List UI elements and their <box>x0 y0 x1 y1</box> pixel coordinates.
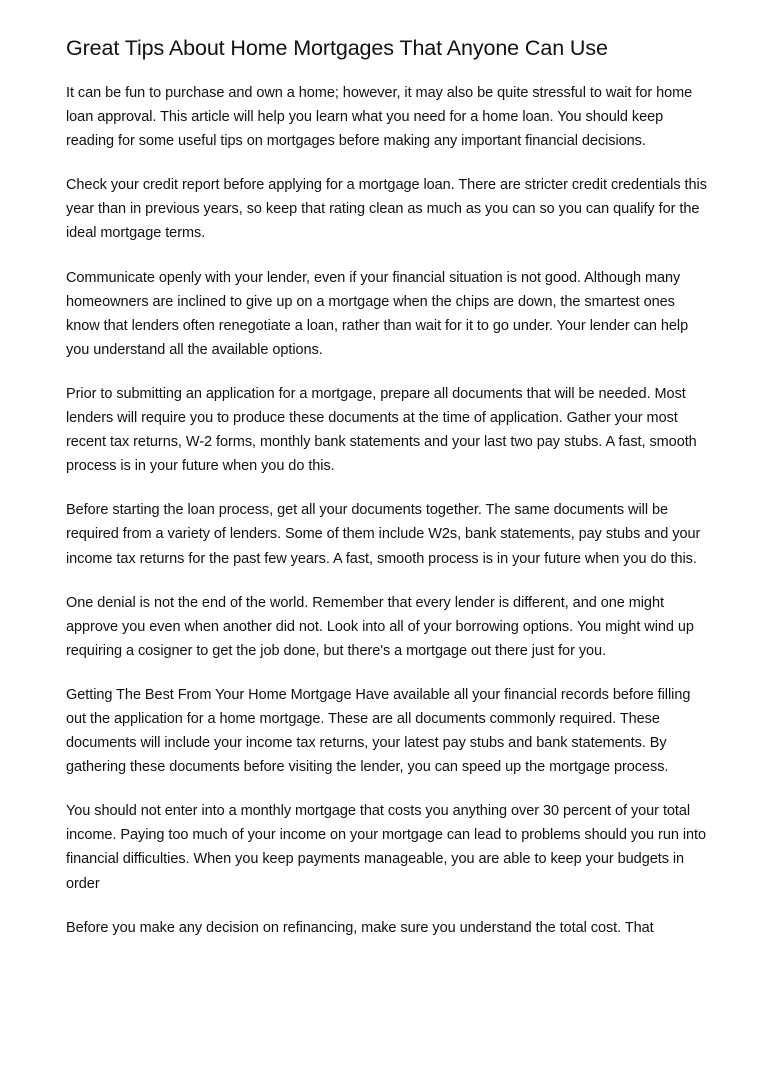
paragraph-prepare-documents: Prior to submitting an application for a mortgage, prepare all documents that will be needed. Most lenders will require you to produce these documents at the time of application. Gather your most recent tax returns, W-2 forms, monthly bank statements and your last two pay stubs. A fast, smooth process is in your future when you do this. <box>66 385 697 475</box>
paragraph-denial: One denial is not the end of the world. Remember that every lender is different, and one might approve you even when another did not. Look into all of your borrowing options. You might wind up requiring a cosigner to get the job done, but there's a mortgage out there just for you. <box>66 594 694 659</box>
paragraph-refinancing: Before you make any decision on refinancing, make sure you understand the total cost. That <box>66 919 654 936</box>
paragraph-credit-report: Check your credit report before applying for a mortgage loan. There are stricter credit credentials this year than in previous years, so keep that rating clean as much as you can so you can qualify for the ideal mortgage terms. <box>66 177 707 242</box>
paragraph-financial-records: Getting The Best From Your Home Mortgage Have available all your financial records before filling out the application for a home mortgage. These are all documents commonly required. These documents will include your income tax returns, your latest pay stubs and bank statements. By gathering these documents before visiting the lender, you can speed up the mortgage process. <box>66 686 691 776</box>
page-title: Great Tips About Home Mortgages That Anyone Can Use <box>66 36 608 60</box>
paragraph-gather-documents: Before starting the loan process, get all your documents together. The same documents will be required from a variety of lenders. Some of them include W2s, bank statements, pay stubs and your income tax returns for the past few years. A fast, smooth process is in your future when you do this. <box>66 502 701 567</box>
paragraph-thirty-percent: You should not enter into a monthly mortgage that costs you anything over 30 percent of your total income. Paying too much of your income on your mortgage can lead to problems should you run into financial difficulties. When you keep payments manageable, you are able to keep your budgets in order <box>66 803 707 892</box>
paragraph-intro: It can be fun to purchase and own a home; however, it may also be quite stressful to wait for home loan approval. This article will help you learn what you need for a home loan. You should keep reading for some useful tips on mortgages before making any important financial decisions. <box>66 85 693 150</box>
paragraph-communicate-lender: Communicate openly with your lender, even if your financial situation is not good. Although many homeowners are inclined to give up on a mortgage when the chips are down, the smartest ones know that lenders often renegotiate a loan, rather than wait for it to go under. Your lender can help you understand all the available options. <box>66 269 689 358</box>
